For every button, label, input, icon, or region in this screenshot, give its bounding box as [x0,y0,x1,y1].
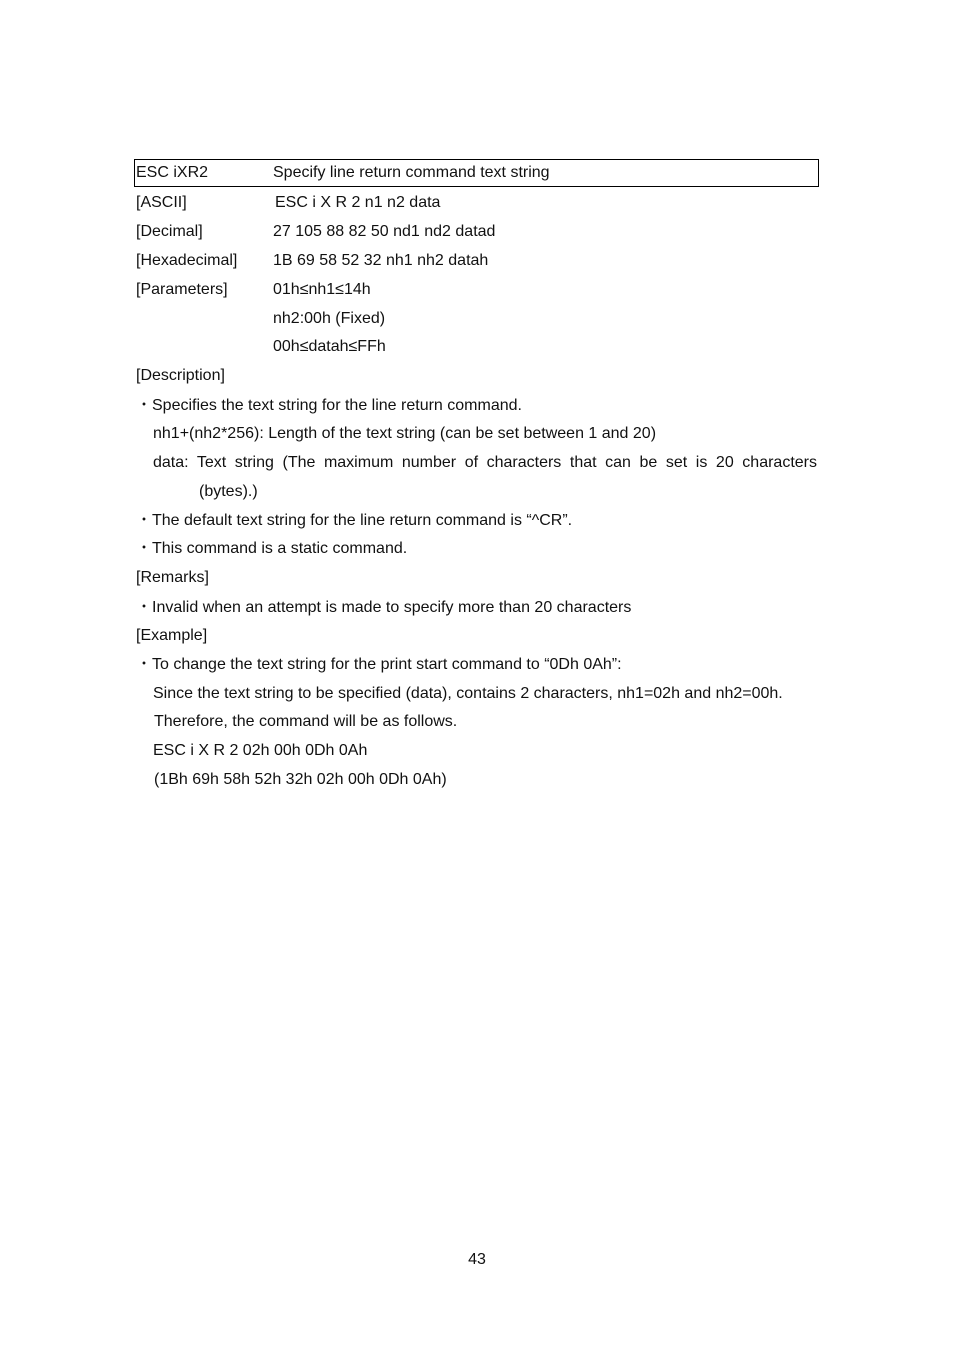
description-detail-data: data: Text string (The maximum number of characters that can be set is 20 characters [153,454,817,471]
example-line-2: Therefore, the command will be as follows. [154,713,458,730]
example-line-1: Since the text string to be specified (data), contains 2 characters, nh1=02h and nh2=00h. [153,685,783,702]
remarks-heading: [Remarks] [136,569,209,586]
remarks-bullet-1: ・Invalid when an attempt is made to specify more than 20 characters [136,599,632,616]
parameter-nh2: nh2:00h (Fixed) [273,310,386,327]
ascii-value: ESC i X R 2 n1 n2 data [275,194,441,211]
command-name: ESC iXR2 [136,164,209,181]
example-heading: [Example] [136,627,208,644]
parameter-data: 00h≤datah≤FFh [273,338,386,355]
example-command-hex: (1Bh 69h 58h 52h 32h 02h 00h 0Dh 0Ah) [154,771,447,788]
command-title: Specify line return command text string [273,164,550,181]
parameter-nh1: 01h≤nh1≤14h [273,281,371,298]
description-bullet-1: ・Specifies the text string for the line return command. [136,397,522,414]
description-detail-data-continued: (bytes).) [199,483,258,500]
parameters-label: [Parameters] [136,281,228,298]
example-command: ESC i X R 2 02h 00h 0Dh 0Ah [153,742,368,759]
hexadecimal-label: [Hexadecimal] [136,252,238,269]
description-bullet-3: ・This command is a static command. [136,540,408,557]
description-bullet-2: ・The default text string for the line return command is “^CR”. [136,512,573,529]
hexadecimal-value: 1B 69 58 52 32 nh1 nh2 datah [273,252,489,269]
decimal-label: [Decimal] [136,223,203,240]
decimal-value: 27 105 88 82 50 nd1 nd2 datad [273,223,496,240]
description-detail-length: nh1+(nh2*256): Length of the text string (can be set between 1 and 20) [153,425,657,442]
description-heading: [Description] [136,367,225,384]
ascii-label: [ASCII] [136,194,187,211]
page-number: 43 [468,1251,486,1268]
example-bullet-1: ・To change the text string for the print start command to “0Dh 0Ah”: [136,656,622,673]
